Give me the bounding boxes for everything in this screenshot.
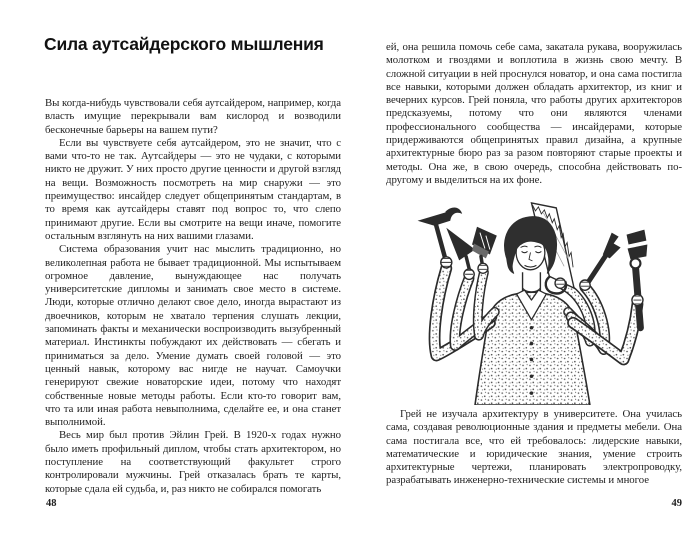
- head: [505, 217, 557, 274]
- pipe-wrench-icon: [627, 230, 648, 328]
- right-page-text-top: [386, 41, 682, 187]
- page-number-left: 48: [46, 498, 57, 509]
- page-number-right: 49: [671, 498, 682, 509]
- wrench-icon: [585, 233, 621, 287]
- paragraph: Грей не изучала архитектуру в университете. Она училась сама, создавая революционные здания и предметы мебели. Она сама постигала все, что ей требовалось: лидерские навыки, математические и юридические знания, умение строить архитектурные чертежи, планировать электропроводку, разрабатывать инженерно-технические системы и многое: [386, 408, 682, 487]
- woman-with-tools-illustration: [389, 197, 668, 405]
- paragraph: ей, она решила помочь себе сама, закатала рукава, вооружилась молотком и гвоздями и воплотила в жизнь свою мечту. В сложной ситуации в ней проснулся новатор, и она сама постигла все навыки, которыми должен обладать архитектор, из книг и вечерних курсов. Грей поняла, что работы других архитекторов предсказуемы, потому что они являются членами профессионального сообщества — инсайдерами, которые придерживаются общепринятых правил дизайна, а крупные архитектурные бюро раз за разом повторяют старые проекты и методы. Она же, в свою очередь, способна действовать по-другому и выделиться на их фоне.: [386, 41, 682, 186]
- chapter-title: Сила аутсайдерского мышления: [44, 34, 324, 54]
- paragraph: Весь мир был против Эйлин Грей. В 1920-х годах нужно было иметь профильный диплом, чтобы стать архитектором, но поступление на соответствующий факультет строго контролировали мужчины. Грей отказалась брать те карты, которые сдала ей судьба, и, раз никто не собирался помогать: [45, 429, 341, 495]
- right-page-text-bottom: [386, 408, 682, 488]
- paragraph: Вы когда-нибудь чувствовали себя аутсайдером, например, когда власть имущие перекрывали вам кислород и возводили бесконечные барьеры на вашем пути?: [45, 97, 341, 136]
- paintbrush-icon: [472, 227, 497, 269]
- paragraph: Система образования учит нас мыслить традиционно, но великолепная работа не бывает традиционной. Мы испытываем огромное давление, вынуждающее нас получать университетские дипломы и занимать свое место в системе. Люди, которые отлично делают свое дело, иногда вырастают из двоечников, которым не хватало терпения слушать лекции, запоминать факты и механически воспроизводить вызубренный материал. Инстинкты побуждают их действовать — сбегать и приниматься за дело. Умение думать своей головой — это ценный навык, которому вас нигде не научат. Самоучки генерируют свежие новаторские идеи, потому что находят собственные новые методы работы. Если кто-то говорит вам, что та или иная работа невыполнима, сделайте ее, и она станет выполнимой.: [45, 243, 341, 429]
- left-page-text: [45, 97, 341, 496]
- paragraph: Если вы чувствуете себя аутсайдером, это не значит, что с вами что-то не так. Аутсайдеры — это не чудаки, с которыми никто не дружит. У них просто другие ценности и другой взгляд на вещи. Возможность посмотреть на мир снаружи — это преимущество: инсайдер следует общепринятым стандартам, в то время как аутсайдеры ставят под вопрос то, что слепо принимают другие. Если вы смотрите на вещи иначе, помогите остальным взглянуть на них вашими глазами.: [45, 136, 341, 242]
